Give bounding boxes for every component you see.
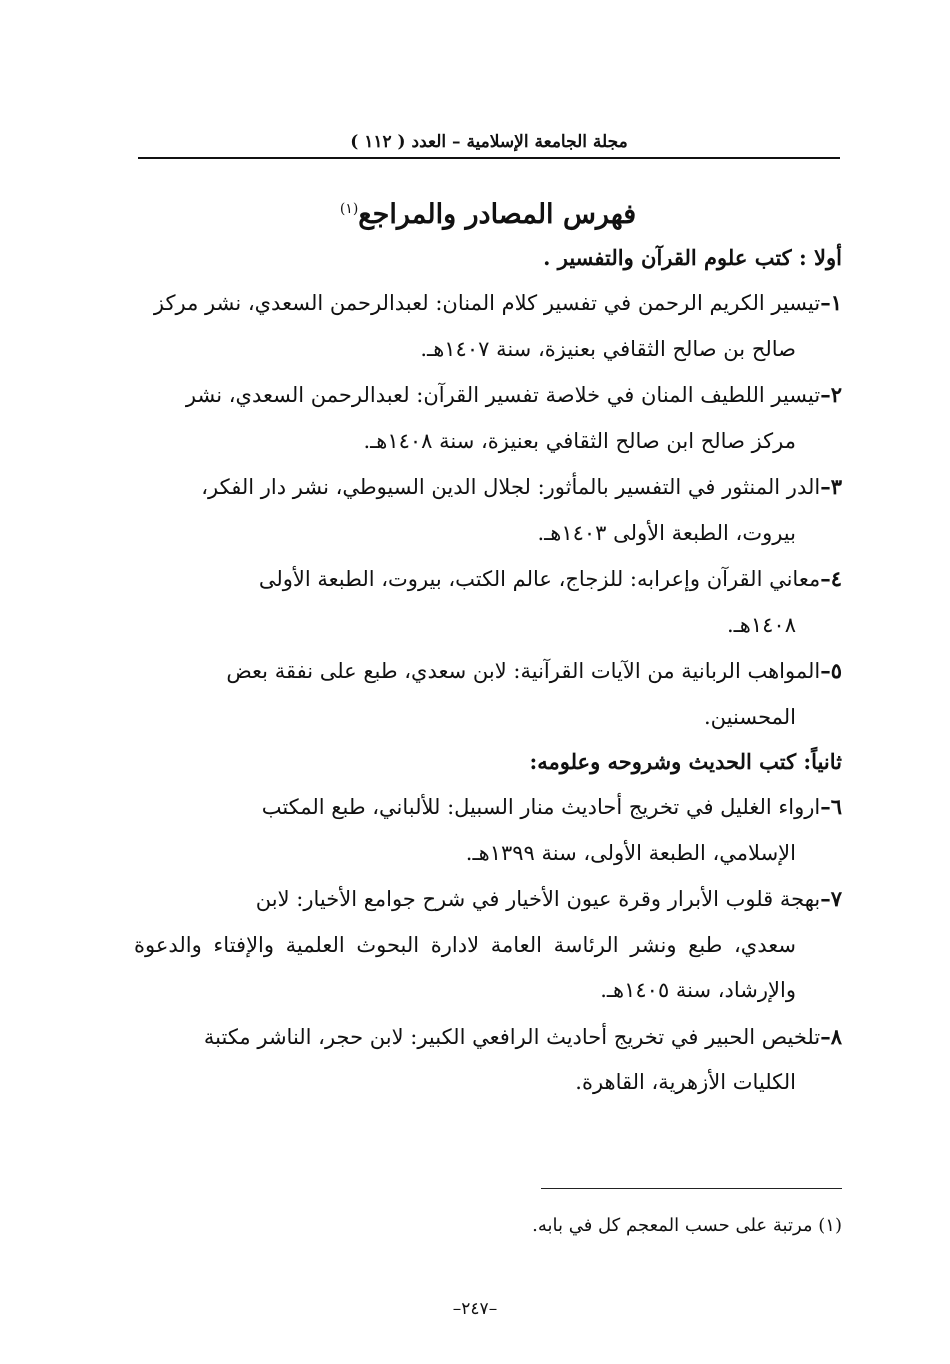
reference-entry [134, 280, 842, 372]
entry-number: ٤– [820, 566, 842, 591]
title-footnote-mark: (١) [339, 201, 359, 217]
entry-continuation: صالح بن صالح الثقافي بعنيزة، سنة ١٤٠٧هـ. [420, 336, 796, 361]
entry-number: ٦– [820, 794, 842, 819]
entry-first-line: معاني القرآن وإعرابه: للزجاج، عالم الكتب، بيروت، الطبعة الأولى [258, 567, 821, 591]
entry-continuation: المحسنين. [704, 704, 796, 729]
entry-first-line: بهجة قلوب الأبرار وقرة عيون الأخيار في شرح جوامع الأخيار: لابن [255, 887, 821, 911]
footnote: (١) مرتبة على حسب المعجم كل في بابه. [532, 1215, 842, 1236]
reference-entry [134, 648, 842, 740]
entry-continuation: الإسلامي، الطبعة الأولى، سنة ١٣٩٩هـ. [465, 840, 796, 865]
entry-number: ٨– [820, 1023, 842, 1049]
page-title-text: فهرس المصادر والمراجع [358, 199, 637, 230]
reference-entry [134, 556, 842, 648]
entry-number: ٧– [820, 886, 842, 911]
entry-number: ٢– [820, 382, 842, 407]
entry-first-line: تيسير الكريم الرحمن في تفسير كلام المنان: لعبدالرحمن السعدي، نشر مركز [153, 291, 821, 315]
entry-first-line: تلخيص الحبير في تخريج أحاديث الرافعي الكبير: لابن حجر، الناشر مكتبة [203, 1024, 821, 1049]
reference-entry [134, 784, 842, 876]
entry-continuation: الكليات الأزهرية، القاهرة. [575, 1070, 796, 1094]
entry-continuation: مركز صالح ابن صالح الثقافي بعنيزة، سنة ١٤٠٨هـ. [363, 428, 796, 453]
reference-entry [134, 464, 842, 556]
entry-first-line: ارواء الغليل في تخريج أحاديث منار السبيل: للألباني، طبع المكتب [261, 795, 821, 819]
entry-number: ١– [820, 290, 842, 315]
reference-entry [134, 372, 842, 464]
section-heading-quran: أولا : كتب علوم القرآن والتفسير . [543, 245, 842, 270]
reference-entry [134, 876, 842, 1014]
reference-entry [134, 1014, 842, 1106]
header-rule [138, 157, 840, 159]
page-title [134, 182, 842, 236]
entry-number: ٥– [820, 658, 842, 683]
entry-first-line: الدر المنثور في التفسير بالمأثور: لجلال الدين السيوطي، نشر دار الفكر، [201, 475, 821, 499]
main-content [134, 182, 842, 1106]
running-header: مجلة الجامعة الإسلامية – العدد ( ١١٢ ) [350, 132, 628, 152]
entry-first-line: تيسير اللطيف المنان في خلاصة تفسير القرآن: لعبدالرحمن السعدي، نشر [185, 383, 821, 407]
entry-continuation: سعدي، طبع ونشر الرئاسة العامة لادارة البحوث العلمية والإفتاء والدعوة والإرشاد، سنة ١٤٠٥هـ. [134, 932, 796, 1002]
entry-first-line: المواهب الربانية من الآيات القرآنية: لابن سعدي، طبع على نفقة بعض [226, 659, 821, 683]
page-number: –٢٤٧– [452, 1299, 498, 1319]
entry-number: ٣– [820, 474, 842, 499]
entry-continuation: ١٤٠٨هـ. [726, 612, 796, 637]
section-heading-hadith: ثانياً: كتب الحديث وشروحه وعلومه: [529, 749, 842, 774]
footnote-rule [541, 1188, 842, 1189]
entry-continuation: بيروت، الطبعة الأولى ١٤٠٣هـ. [537, 520, 796, 545]
